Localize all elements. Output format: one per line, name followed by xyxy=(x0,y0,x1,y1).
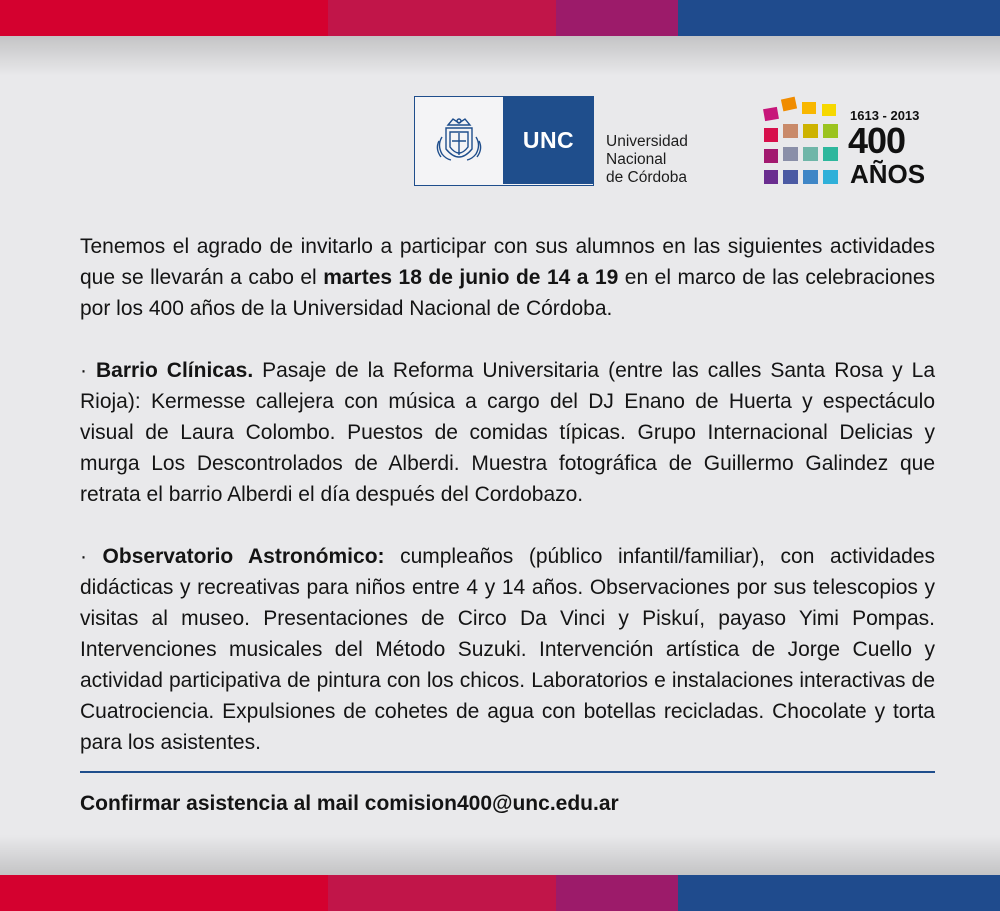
unc-abbr: UNC xyxy=(522,127,575,153)
event-date: martes 18 de junio de 14 a 19 xyxy=(323,266,619,289)
unc-abbr-block xyxy=(503,97,594,184)
mosaic-icon xyxy=(762,94,842,190)
divider xyxy=(80,771,935,773)
unc-name-line1: Universidad xyxy=(606,133,688,150)
anniversary-logo xyxy=(762,94,942,190)
activity-description: Pasaje de la Reforma Universitaria (entre las calles Santa Rosa y La Rioja): Kermesse callejera con música a cargo del DJ Enano de Huerta y espectáculo visual de Laura Colombo. Puestos de comidas típicas. Grupo Internacional Delicias y murga Los Descontrolados de Alberdi. Muestra fotográfica de Guillermo Galindez que retrata el barrio Alberdi el día después del Cordobazo. xyxy=(80,359,936,506)
bullet: · xyxy=(80,545,103,568)
invitation-body xyxy=(80,231,935,758)
unc-name-line2: Nacional xyxy=(606,151,667,168)
unc-crest-icon xyxy=(415,97,503,184)
anniversary-number: 400 xyxy=(848,120,906,161)
bullet: · xyxy=(80,359,96,382)
stripe-magenta xyxy=(556,875,678,911)
intro-text-after: en el marco de las celebraciones por los 400 años de la Universidad Nacional de Córdoba. xyxy=(80,266,936,320)
activity-observatorio xyxy=(80,541,935,758)
unc-logo xyxy=(414,96,594,186)
bottom-shadow xyxy=(0,835,1000,875)
confirm-attendance: Confirmar asistencia al mail comision400@unc.edu.ar xyxy=(80,792,619,815)
stripe-crimson xyxy=(328,875,556,911)
activity-description: cumpleaños (público infantil/familiar), con actividades didácticas y recreativas para niños entre 4 y 14 años. Observaciones por sus telescopios y visitas al museo. Presentaciones de Circo Da Vinci y Piskuí, payaso Yimi Pompas. Intervenciones musicales del Método Suzuki. Intervención artística de Jorge Cuello y actividad participativa de pintura con los chicos. Laboratorios e instalaciones interactivas de Cuatrociencia. Expulsiones de cohetes de agua con botellas recicladas. Chocolate y torta para los asistentes. xyxy=(80,545,935,754)
bottom-color-stripe xyxy=(0,875,1000,911)
unc-name xyxy=(606,133,688,187)
top-color-stripe xyxy=(0,0,1000,36)
anniversary-years: 1613 - 2013 xyxy=(850,108,920,123)
anniversary-word: AÑOS xyxy=(850,159,926,189)
activity-title: Observatorio Astronómico: xyxy=(102,545,385,568)
unc-name-line3: de Córdoba xyxy=(606,169,688,186)
activity-barrio-clinicas xyxy=(80,355,935,510)
stripe-blue xyxy=(678,875,1000,911)
top-shadow xyxy=(0,36,1000,76)
intro-text-before: Tenemos el agrado de invitarlo a participar con sus alumnos en las siguientes actividades que se llevarán a cabo el xyxy=(80,235,935,289)
intro-paragraph xyxy=(80,231,935,324)
activity-title: Barrio Clínicas. xyxy=(95,359,254,382)
stripe-red xyxy=(0,875,328,911)
stripe-crimson xyxy=(328,0,556,36)
stripe-blue xyxy=(678,0,1000,36)
stripe-red xyxy=(0,0,328,36)
stripe-magenta xyxy=(556,0,678,36)
